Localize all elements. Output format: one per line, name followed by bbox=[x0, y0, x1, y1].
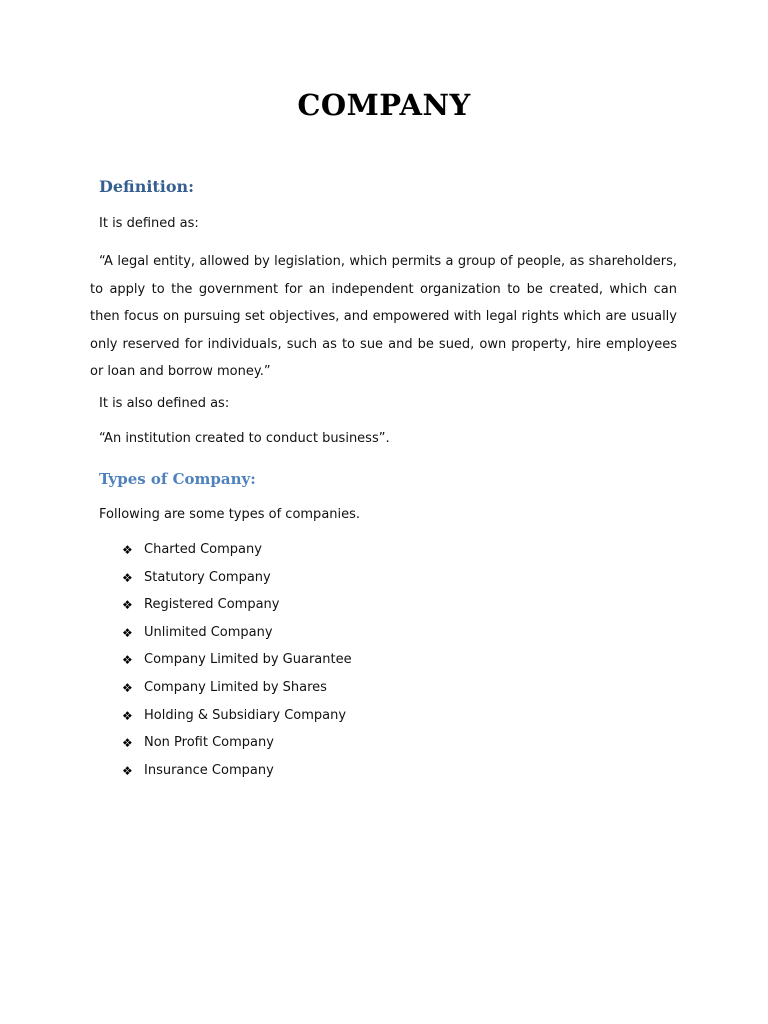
list-item-label: Statutory Company bbox=[144, 569, 271, 585]
list-item-label: Non Profit Company bbox=[144, 735, 274, 751]
diamond-bullet-icon: ❖ bbox=[122, 680, 133, 695]
list-item bbox=[122, 762, 352, 790]
defined-as-text: It is defined as: bbox=[99, 216, 199, 231]
diamond-bullet-icon: ❖ bbox=[122, 570, 133, 585]
definition-heading: Definition: bbox=[99, 177, 195, 196]
types-heading: Types of Company: bbox=[99, 470, 256, 488]
diamond-bullet-icon: ❖ bbox=[122, 763, 133, 778]
diamond-bullet-icon: ❖ bbox=[122, 653, 133, 668]
list-item-label: Insurance Company bbox=[144, 762, 274, 778]
diamond-bullet-icon: ❖ bbox=[122, 543, 133, 557]
institution-quote: “An institution created to conduct business”. bbox=[99, 431, 390, 446]
list-item-label: Holding & Subsidiary Company bbox=[144, 707, 347, 723]
page-title: COMPANY bbox=[297, 88, 471, 122]
list-item bbox=[122, 624, 352, 652]
types-list bbox=[122, 541, 352, 789]
list-item-label: Registered Company bbox=[144, 597, 280, 613]
also-defined-as-text: It is also defined as: bbox=[99, 396, 230, 411]
diamond-bullet-icon: ❖ bbox=[122, 708, 133, 723]
diamond-bullet-icon: ❖ bbox=[122, 736, 133, 751]
types-intro-text: Following are some types of companies. bbox=[99, 507, 361, 522]
definition-quote: “A legal entity, allowed by legislation, which permits a group of people, as shareholders, to apply to the government for an independent organization to be created, which can then focus on pursuing set objectives, and empowered with legal rights which are usually only reserved for individuals, such as to sue and be sued, own property, hire employees or loan and borrow money.” bbox=[90, 254, 677, 380]
list-item bbox=[122, 651, 352, 679]
list-item bbox=[122, 596, 352, 624]
list-item bbox=[122, 734, 352, 762]
list-item-label: Company Limited by Guarantee bbox=[144, 652, 352, 668]
list-item bbox=[122, 541, 352, 569]
list-item-label: Charted Company bbox=[144, 542, 262, 557]
diamond-bullet-icon: ❖ bbox=[122, 625, 133, 640]
diamond-bullet-icon: ❖ bbox=[122, 598, 133, 613]
list-item-label: Unlimited Company bbox=[144, 624, 273, 640]
list-item-label: Company Limited by Shares bbox=[144, 679, 327, 695]
list-item bbox=[122, 707, 352, 735]
list-item bbox=[122, 679, 352, 707]
list-item bbox=[122, 569, 352, 597]
